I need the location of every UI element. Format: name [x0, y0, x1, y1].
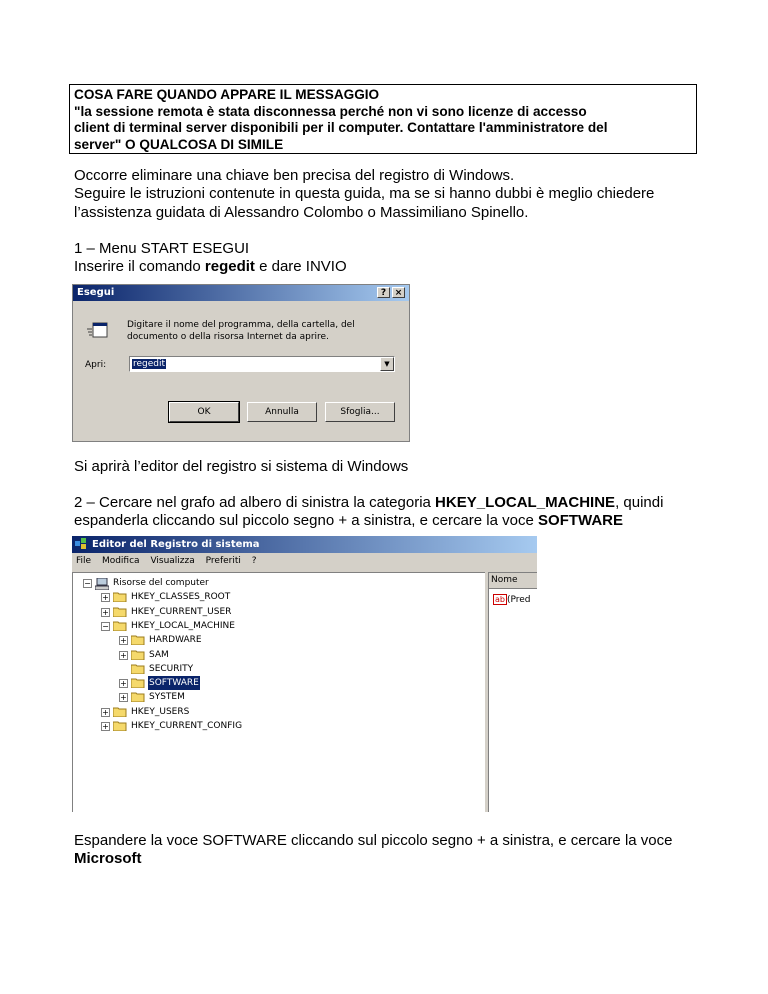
tree-node-label: HARDWARE [149, 635, 202, 646]
run-description [127, 319, 355, 343]
tree-node-label: SYSTEM [149, 692, 185, 703]
regedit-menubar [72, 553, 537, 570]
menu-visualizza[interactable]: Visualizza [150, 556, 195, 566]
tree-node-label: Risorse del computer [113, 578, 209, 588]
registry-tree [72, 572, 485, 812]
menu-preferiti[interactable]: Preferiti [205, 556, 241, 566]
menu-file[interactable]: File [76, 556, 92, 566]
text-span: , quindi [615, 494, 664, 511]
expand-icon[interactable]: + [120, 650, 127, 660]
folder-icon [131, 650, 145, 660]
help-button[interactable]: ? [377, 287, 390, 298]
regedit-title: Editor del Registro di sistema [92, 539, 260, 550]
desc-line: documento o della risorsa Internet da aprire. [127, 332, 329, 342]
close-button[interactable]: × [392, 287, 405, 298]
registry-editor [72, 536, 537, 812]
expand-icon[interactable]: + [120, 636, 127, 646]
values-pane [488, 572, 537, 812]
notice-line: COSA FARE QUANDO APPARE IL MESSAGGIO [74, 87, 380, 102]
cancel-button[interactable]: Annulla [247, 402, 317, 422]
folder-icon [113, 621, 127, 631]
tree-node-label: HKEY_CLASSES_ROOT [131, 592, 231, 603]
final-line: Espandere la voce SOFTWARE cliccando sul piccolo segno + a sinistra, e cercare la voce [74, 832, 673, 849]
open-input-value: regedit [133, 359, 166, 369]
intro-line: Occorre eliminare una chiave ben precisa del registro di Windows. [74, 167, 515, 184]
open-label: Apri: [85, 360, 107, 370]
step2-line [74, 494, 663, 512]
final-line [74, 850, 142, 868]
value-name: (Pred [506, 595, 531, 605]
collapse-icon[interactable]: − [84, 579, 91, 588]
expand-icon[interactable]: + [120, 693, 127, 703]
tree-node-label: HKEY_CURRENT_CONFIG [131, 721, 243, 731]
tree-node-label: HKEY_CURRENT_USER [131, 606, 232, 617]
intro-line: l’assistenza guidata di Alessandro Colombo o Massimiliano Spinello. [74, 204, 529, 221]
folder-icon [131, 664, 145, 674]
after-run-text: Si aprirà l’editor del registro si sistema di Windows [74, 458, 409, 475]
desc-line: Digitare il nome del programma, della cartella, del [127, 320, 355, 330]
folder-icon [113, 607, 127, 617]
folder-icon [131, 692, 145, 702]
notice-line: "la sessione remota è stata disconnessa perché non vi sono licenze di accesso [74, 103, 587, 119]
folder-icon [131, 678, 145, 688]
step2-line [74, 512, 623, 530]
ok-button[interactable]: OK [169, 402, 239, 422]
notice-box [69, 84, 697, 154]
value-row[interactable] [493, 594, 531, 605]
intro-line: Seguire le istruzioni contenute in questa guida, ma se si hanno dubbi è meglio chiedere [74, 185, 655, 202]
tree-node-label: HKEY_LOCAL_MACHINE [131, 620, 235, 631]
step1-line: 1 – Menu START ESEGUI [74, 240, 250, 257]
text-span: 2 – Cercare nel grafo ad albero di sinistra la categoria [74, 494, 436, 511]
expand-icon[interactable]: + [102, 707, 109, 717]
run-titlebar [73, 285, 409, 301]
menu-modifica[interactable]: Modifica [101, 556, 140, 566]
computer-icon [95, 578, 109, 588]
folder-icon [113, 592, 127, 602]
open-input[interactable] [129, 356, 395, 372]
name-column-header[interactable]: Nome [489, 573, 537, 589]
dropdown-arrow-icon[interactable]: ▼ [380, 357, 394, 371]
folder-icon [113, 707, 127, 717]
tree-node-label: HKEY_USERS [131, 706, 190, 717]
run-dialog [72, 284, 410, 442]
expand-icon[interactable]: + [102, 607, 109, 617]
step1-line [74, 258, 347, 276]
regedit-app-icon [75, 538, 88, 550]
notice-line: server" O QUALCOSA DI SIMILE [74, 136, 284, 152]
collapse-icon[interactable]: − [102, 621, 109, 631]
text-span: espanderla cliccando sul piccolo segno + a sinistra, e cercare la voce [74, 512, 539, 529]
string-value-icon: ab [495, 595, 505, 604]
browse-button[interactable]: Sfoglia... [325, 402, 395, 422]
key-bold: HKEY_LOCAL_MACHINE [435, 494, 616, 511]
folder-icon [131, 635, 145, 645]
run-program-icon [87, 321, 109, 341]
notice-line: client di terminal server disponibili per il computer. Contattare l'amministratore del [74, 120, 608, 135]
tree-node-label: SECURITY [149, 663, 194, 674]
key-bold: SOFTWARE [538, 512, 624, 529]
text-span: e dare INVIO [254, 258, 347, 275]
text-span: Inserire il comando [74, 258, 205, 275]
command-bold: regedit [204, 258, 255, 275]
expand-icon[interactable]: + [102, 722, 109, 731]
menu-help[interactable]: ? [251, 556, 257, 566]
expand-icon[interactable]: + [120, 679, 127, 689]
tree-node-label: SAM [149, 649, 169, 660]
expand-icon[interactable]: + [102, 593, 109, 603]
run-title: Esegui [77, 287, 115, 298]
regedit-titlebar [72, 536, 537, 553]
key-bold: Microsoft [74, 850, 142, 867]
tree-node-label: SOFTWARE [149, 678, 199, 689]
folder-icon [113, 721, 127, 731]
